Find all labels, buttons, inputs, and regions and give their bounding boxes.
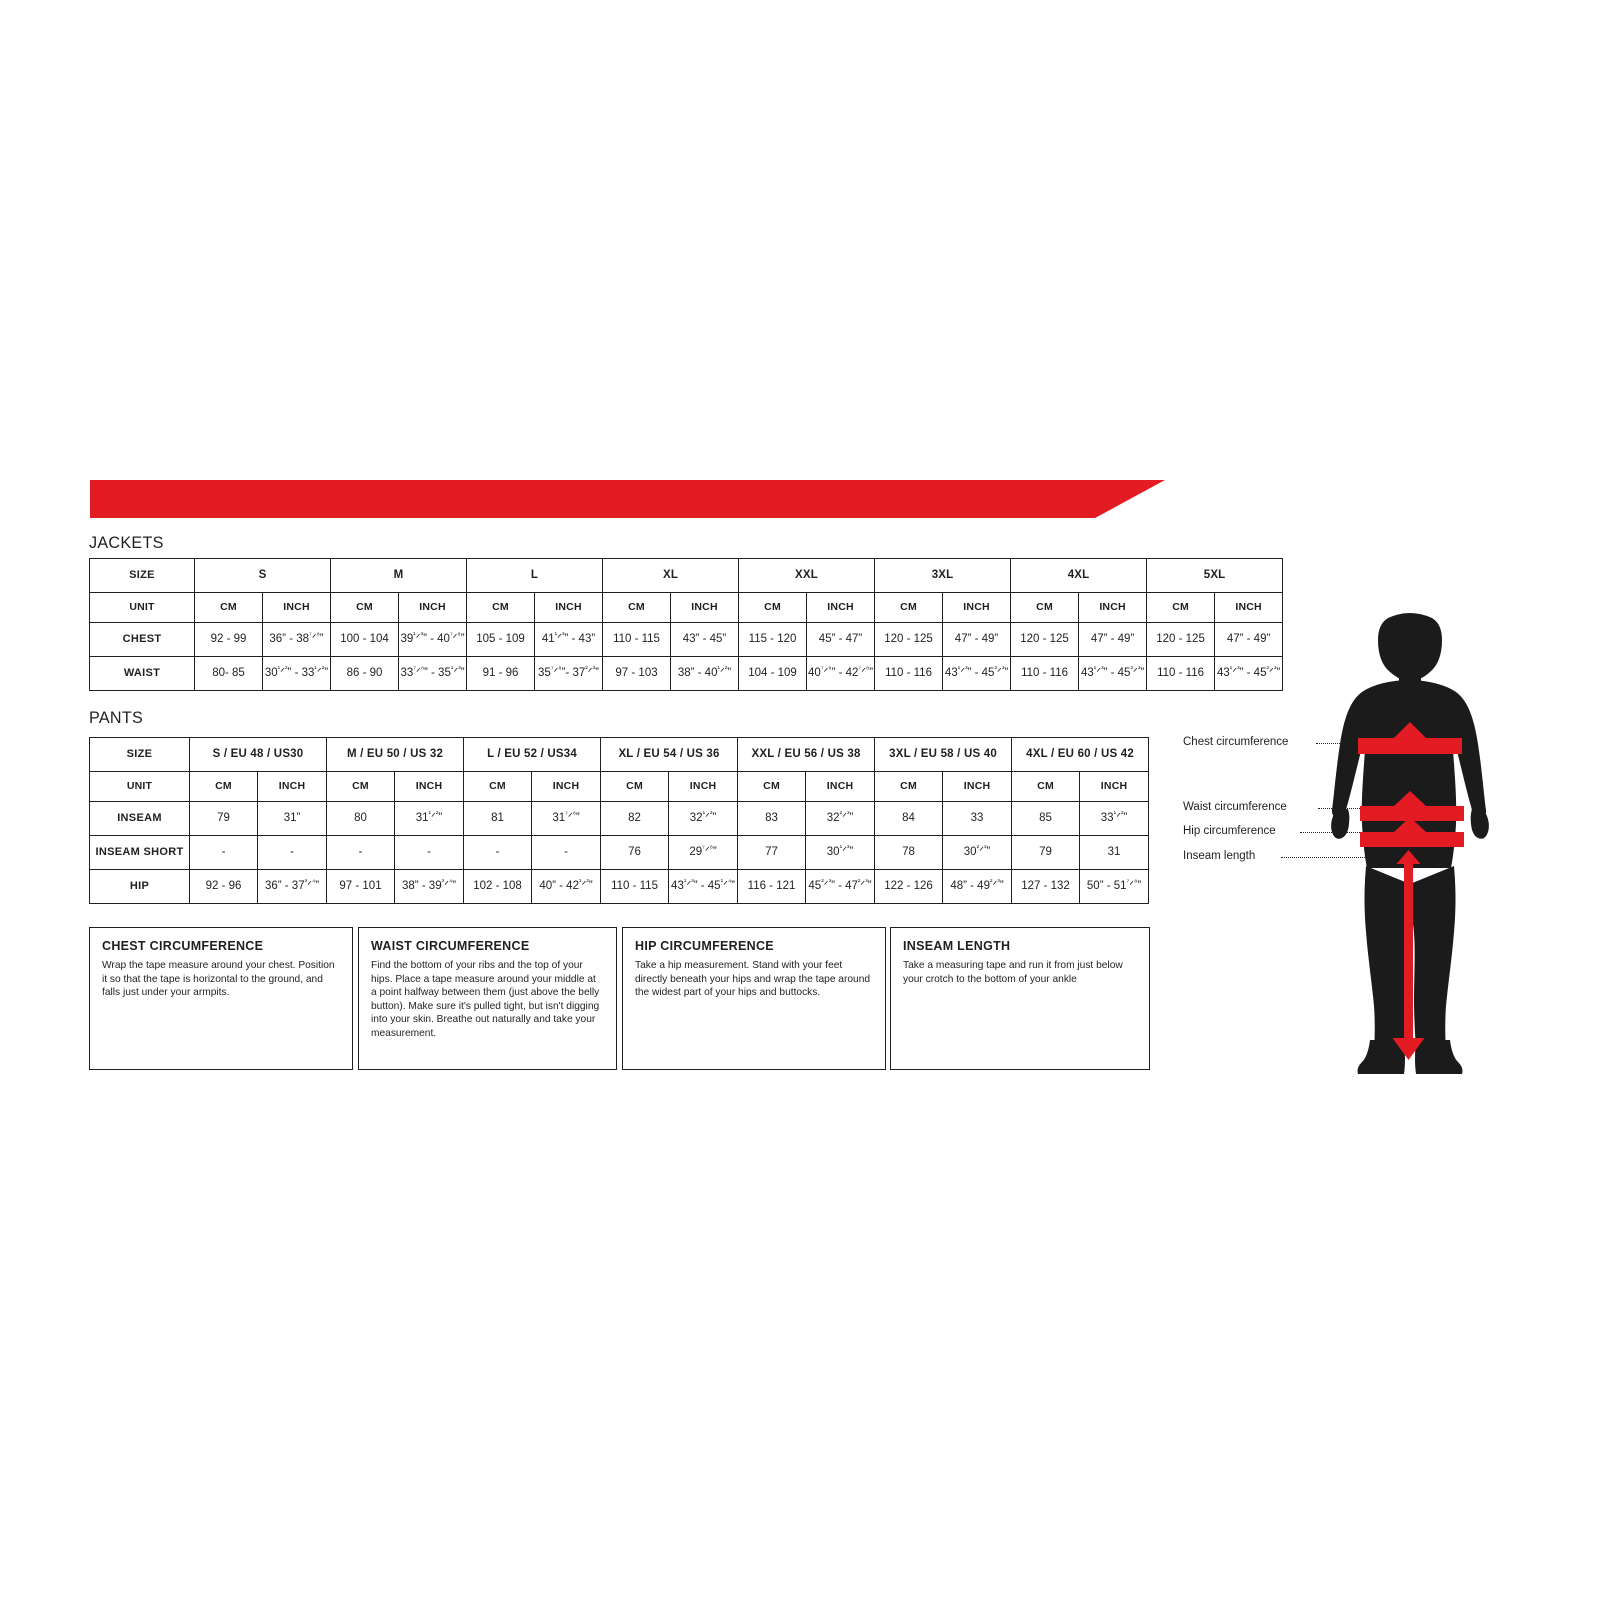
pants-cell-0-6: 82 [601,802,669,836]
pants-unit-1-0: CM [327,772,395,802]
table-row [90,870,1149,904]
jackets-unit-6-0: CM [1011,593,1079,623]
jackets-unit-3-1: INCH [671,593,739,623]
pants-cell-2-0: 92 - 96 [190,870,258,904]
pants-cell-0-7: $32^{^1}ᐟ^{^2}$” [669,802,738,836]
pants-unit-3-0: CM [601,772,669,802]
description-box-inseam [890,927,1150,1070]
description-title: HIP CIRCUMFERENCE [635,939,774,953]
description-box-waist [358,927,617,1070]
jackets-unit-header-row [90,593,1283,623]
jackets-cell-1-3: $33^{^7}ᐟ^{^8}$” - $35^{^1}ᐟ^{^3}$” [399,657,467,691]
jackets-unit-6-1: INCH [1079,593,1147,623]
jackets-unit-4-0: CM [739,593,807,623]
pants-cell-2-7: $43^{^1}ᐟ^{^3}$” - $45^{^1}ᐟ^{^4}$” [669,870,738,904]
jackets-size-label: SIZE [90,559,195,593]
pants-cell-1-2: - [327,836,395,870]
jackets-cell-1-2: 86 - 90 [331,657,399,691]
pants-size-table [89,737,1149,904]
pants-cell-1-3: - [395,836,464,870]
jackets-cell-0-15: 47” - 49” [1215,623,1283,657]
banner-title: ADV - ADULT GEAR [18,9,166,26]
table-row [90,836,1149,870]
section-title-pants: PANTS [89,708,144,727]
pants-unit-0-0: CM [190,772,258,802]
jackets-cell-0-10: 120 - 125 [875,623,943,657]
jackets-cell-0-12: 120 - 125 [1011,623,1079,657]
description-text: Take a hip measurement. Stand with your feet directly beneath your hips and wrap the tape around the widest part of your hips and buttocks. [635,960,871,999]
jackets-unit-7-1: INCH [1215,593,1283,623]
table-row [90,623,1283,657]
pants-cell-0-5: $31^{^7}ᐟ^{^8}$” [532,802,601,836]
description-title: INSEAM LENGTH [903,939,1011,953]
pants-cell-2-5: 40” - $42^{^1}ᐟ^{^2}$” [532,870,601,904]
jackets-cell-0-0: 92 - 99 [195,623,263,657]
jackets-unit-2-0: CM [467,593,535,623]
jackets-cell-0-6: 110 - 115 [603,623,671,657]
jackets-size-col-2: L [467,559,603,593]
jackets-unit-7-0: CM [1147,593,1215,623]
jackets-cell-0-2: 100 - 104 [331,623,399,657]
pants-cell-2-4: 102 - 108 [464,870,532,904]
header-banner [90,480,1165,518]
jackets-size-col-5: 3XL [875,559,1011,593]
pants-size-label: SIZE [90,738,190,772]
jackets-cell-1-4: 91 - 96 [467,657,535,691]
pants-unit-6-0: CM [1012,772,1080,802]
pants-cell-1-1: - [258,836,327,870]
description-box-hip [622,927,886,1070]
pants-cell-0-13: $33^{^1}ᐟ^{^2}$” [1080,802,1149,836]
pants-cell-2-1: 36” - $37^{^3}ᐟ^{^4}$” [258,870,327,904]
pants-cell-0-9: $32^{^2}ᐟ^{^3}$” [806,802,875,836]
pants-unit-4-1: INCH [806,772,875,802]
pants-cell-2-6: 110 - 115 [601,870,669,904]
jackets-size-col-6: 4XL [1011,559,1147,593]
pants-row-label-1: INSEAM SHORT [90,836,190,870]
description-text: Take a measuring tape and run it from just below your crotch to the bottom of your ankle [903,960,1123,985]
pants-size-col-6: 4XL / EU 60 / US 42 [1012,738,1149,772]
jackets-cell-1-10: 110 - 116 [875,657,943,691]
pants-unit-2-1: INCH [532,772,601,802]
jackets-size-col-7: 5XL [1147,559,1283,593]
jackets-unit-1-1: INCH [399,593,467,623]
human-silhouette-icon [1300,610,1520,1090]
jackets-cell-1-1: $30^{^1}ᐟ^{^2}$” - $33^{^1}ᐟ^{^2}$” [263,657,331,691]
jackets-cell-1-15: $43^{^1}ᐟ^{^3}$” - $45^{^2}ᐟ^{^3}$” [1215,657,1283,691]
pants-cell-1-13: 31 [1080,836,1149,870]
pants-cell-2-13: 50” - $51^{^7}ᐟ^{^8}$” [1080,870,1149,904]
jackets-cell-0-3: $39^{^1}ᐟ^{^3}$” - $40^{^7}ᐟ^{^8}$” [399,623,467,657]
jackets-cell-0-1: 36” - $38^{^7}ᐟ^{^8}$” [263,623,331,657]
pants-cell-2-9: $45^{^2}ᐟ^{^3}$” - $47^{^2}ᐟ^{^3}$” [806,870,875,904]
pants-unit-2-0: CM [464,772,532,802]
pants-cell-2-2: 97 - 101 [327,870,395,904]
callout-waist-circumference: Waist circumference [1183,801,1287,813]
jackets-row-label-0: CHEST [90,623,195,657]
pants-cell-1-4: - [464,836,532,870]
description-box-chest [89,927,353,1070]
pants-cell-0-4: 81 [464,802,532,836]
description-title: WAIST CIRCUMFERENCE [371,939,530,953]
pants-cell-0-0: 79 [190,802,258,836]
jackets-unit-1-0: CM [331,593,399,623]
pants-row-label-2: HIP [90,870,190,904]
jackets-size-table [89,558,1283,691]
jackets-cell-1-8: 104 - 109 [739,657,807,691]
callout-inseam-length: Inseam length [1183,850,1256,862]
pants-cell-0-2: 80 [327,802,395,836]
jackets-size-col-3: XL [603,559,739,593]
pants-cell-0-8: 83 [738,802,806,836]
pants-cell-1-5: - [532,836,601,870]
pants-cell-0-1: 31” [258,802,327,836]
jackets-cell-1-6: 97 - 103 [603,657,671,691]
pants-cell-2-3: 38” - $39^{^3}ᐟ^{^4}$” [395,870,464,904]
table-row [90,657,1283,691]
jackets-cell-0-13: 47” - 49” [1079,623,1147,657]
jackets-cell-0-14: 120 - 125 [1147,623,1215,657]
pants-cell-0-3: $31^{^1}ᐟ^{^2}$” [395,802,464,836]
pants-unit-0-1: INCH [258,772,327,802]
pants-size-col-3: XL / EU 54 / US 36 [601,738,738,772]
pants-size-col-2: L / EU 52 / US34 [464,738,601,772]
callout-chest-circumference: Chest circumference [1183,736,1289,748]
pants-unit-1-1: INCH [395,772,464,802]
pants-size-col-0: S / EU 48 / US30 [190,738,327,772]
body-measurement-figure [1300,610,1520,1090]
pants-cell-2-11: 48” - $49^{^2}ᐟ^{^3}$” [943,870,1012,904]
pants-size-header-row [90,738,1149,772]
jackets-unit-3-0: CM [603,593,671,623]
jackets-unit-label: UNIT [90,593,195,623]
description-text: Find the bottom of your ribs and the top of your hips. Place a tape measure around your middle at a point halfway between them (just above the belly button). Make sure it's pulled tight, but isn't digging into your skin. Breathe out naturally and take your measurement. [371,960,600,1039]
pants-unit-label: UNIT [90,772,190,802]
jackets-size-col-4: XXL [739,559,875,593]
jackets-cell-0-5: $41^{^1}ᐟ^{^3}$” - 43” [535,623,603,657]
jackets-size-col-1: M [331,559,467,593]
jackets-cell-1-0: 80- 85 [195,657,263,691]
pants-size-col-5: 3XL / EU 58 / US 40 [875,738,1012,772]
pants-cell-1-0: - [190,836,258,870]
pants-cell-2-8: 116 - 121 [738,870,806,904]
table-row [90,802,1149,836]
jackets-unit-4-1: INCH [807,593,875,623]
jackets-cell-1-9: $40^{^7}ᐟ^{^8}$” - $42^{^7}ᐟ^{^8}$” [807,657,875,691]
pants-unit-header-row [90,772,1149,802]
jackets-cell-0-7: 43” - 45” [671,623,739,657]
pants-cell-1-9: $30^{^1}ᐟ^{^3}$” [806,836,875,870]
jackets-unit-5-1: INCH [943,593,1011,623]
jackets-cell-0-9: 45” - 47” [807,623,875,657]
pants-cell-1-12: 79 [1012,836,1080,870]
pants-unit-4-0: CM [738,772,806,802]
pants-cell-1-11: $30^{^2}ᐟ^{^3}$” [943,836,1012,870]
pants-unit-5-1: INCH [943,772,1012,802]
pants-unit-6-1: INCH [1080,772,1149,802]
jackets-cell-1-5: $35^{^7}ᐟ^{^8}”-$ $37^{^2}ᐟ^{^3}$” [535,657,603,691]
jackets-unit-0-0: CM [195,593,263,623]
pants-cell-1-8: 77 [738,836,806,870]
pants-cell-1-10: 78 [875,836,943,870]
callout-hip-circumference: Hip circumference [1183,825,1276,837]
jackets-cell-1-14: 110 - 116 [1147,657,1215,691]
jackets-cell-0-8: 115 - 120 [739,623,807,657]
jackets-unit-0-1: INCH [263,593,331,623]
section-title-jackets: JACKETS [89,533,164,552]
jackets-unit-2-1: INCH [535,593,603,623]
jackets-size-header-row [90,559,1283,593]
jackets-cell-0-11: 47” - 49” [943,623,1011,657]
pants-unit-5-0: CM [875,772,943,802]
pants-cell-1-6: 76 [601,836,669,870]
pants-cell-0-10: 84 [875,802,943,836]
pants-cell-0-11: 33 [943,802,1012,836]
pants-size-col-1: M / EU 50 / US 32 [327,738,464,772]
jackets-row-label-1: WAIST [90,657,195,691]
jackets-unit-5-0: CM [875,593,943,623]
pants-cell-2-10: 122 - 126 [875,870,943,904]
pants-row-label-0: INSEAM [90,802,190,836]
jackets-size-col-0: S [195,559,331,593]
pants-cell-1-7: $29^{^7}ᐟ^{^8}$” [669,836,738,870]
pants-unit-3-1: INCH [669,772,738,802]
pants-cell-0-12: 85 [1012,802,1080,836]
description-title: CHEST CIRCUMFERENCE [102,939,264,953]
jackets-cell-1-7: 38” - $40^{^1}ᐟ^{^2}$” [671,657,739,691]
jackets-cell-0-4: 105 - 109 [467,623,535,657]
jackets-cell-1-12: 110 - 116 [1011,657,1079,691]
pants-size-col-4: XXL / EU 56 / US 38 [738,738,875,772]
pants-cell-2-12: 127 - 132 [1012,870,1080,904]
jackets-cell-1-13: $43^{^1}ᐟ^{^3}$” - $45^{^2}ᐟ^{^3}$” [1079,657,1147,691]
description-text: Wrap the tape measure around your chest. Position it so that the tape is horizontal to the ground, and falls just under your armpits. [102,960,335,999]
jackets-cell-1-11: $43^{^1}ᐟ^{^3}$” - $45^{^2}ᐟ^{^3}$” [943,657,1011,691]
